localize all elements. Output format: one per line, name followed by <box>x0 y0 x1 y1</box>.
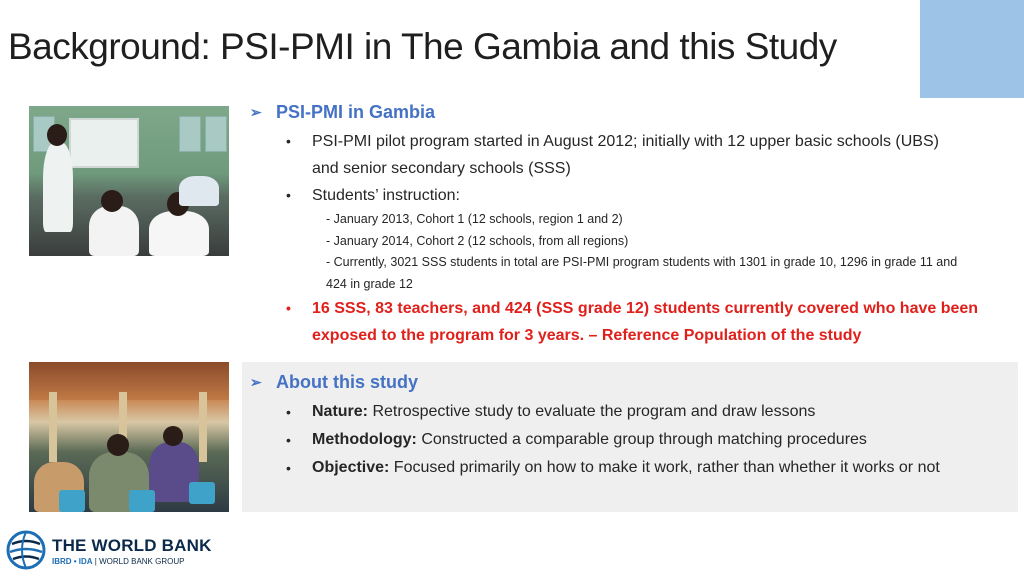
bullet-reference-population <box>250 295 1020 349</box>
photo-head <box>107 434 129 456</box>
photo-student <box>89 206 139 256</box>
bullet-dot-icon: • <box>286 133 291 149</box>
item-text: Constructed a comparable group through matching procedures <box>416 431 867 448</box>
study-section-heading <box>250 370 1020 394</box>
item-text: Focused primarily on how to make it work, rather than whether it works or not <box>389 459 940 476</box>
corner-accent-box <box>920 0 1024 98</box>
bullet-instruction <box>250 182 1020 209</box>
photo-student <box>179 176 219 206</box>
photo-post <box>199 392 207 462</box>
bullet-text: and senior secondary schools (SSS) <box>312 160 571 177</box>
gambia-section <box>250 100 1020 349</box>
study-item-objective <box>250 454 1020 482</box>
photo-post <box>49 392 57 462</box>
world-bank-globe-icon <box>6 530 46 570</box>
bullet-text: PSI-PMI pilot program started in August 2012; initially with 12 upper basic schools (UBS) <box>312 133 939 150</box>
highlight-text: exposed to the program for 3 years. – Reference Population of the study <box>312 327 862 344</box>
slide-title: Background: PSI-PMI in The Gambia and this Study <box>8 26 837 67</box>
highlight-text: 16 SSS, 83 teachers, and 424 (SSS grade 12) students currently covered who have been <box>312 300 979 317</box>
arrow-bullet-icon: ➢ <box>250 103 262 120</box>
photo-teacher <box>43 142 73 232</box>
photo-chair <box>129 490 155 512</box>
photo-window <box>179 116 201 152</box>
item-label: Nature: <box>312 403 369 420</box>
meeting-photo <box>29 362 229 512</box>
photo-chair <box>59 490 85 512</box>
bullet-dot-icon: • <box>286 300 291 316</box>
sub-item: 424 in grade 12 <box>326 276 413 291</box>
sub-item: - January 2013, Cohort 1 (12 schools, region 1 and 2) <box>326 212 623 226</box>
world-bank-logo <box>6 528 212 574</box>
bullet-dot-icon: • <box>286 404 291 420</box>
bullet-dot-icon: • <box>286 432 291 448</box>
study-section <box>250 370 1020 482</box>
photo-window <box>205 116 227 152</box>
arrow-bullet-icon: ➢ <box>250 373 262 390</box>
photo-head <box>163 426 183 446</box>
item-text: Retrospective study to evaluate the program and draw lessons <box>368 403 816 420</box>
photo-student <box>149 211 209 256</box>
photo-head <box>101 190 123 212</box>
logo-name: THE WORLD BANK <box>52 536 212 555</box>
logo-subtitle: IBRD • IDA | WORLD BANK GROUP <box>52 557 185 566</box>
classroom-photo <box>29 106 229 256</box>
photo-whiteboard <box>69 118 139 168</box>
bullet-dot-icon: • <box>286 460 291 476</box>
sub-item: - Currently, 3021 SSS students in total are PSI-PMI program students with 1301 in grade 10, 1296 in grade 11 and <box>326 255 958 269</box>
photo-chair <box>189 482 215 504</box>
logo-ibrd: IBRD • IDA <box>52 557 93 566</box>
bullet-dot-icon: • <box>286 187 291 203</box>
section-heading-text: About this study <box>276 371 418 392</box>
bullet-text: Students’ instruction: <box>312 187 460 204</box>
item-label: Methodology: <box>312 431 417 448</box>
item-label: Objective: <box>312 459 390 476</box>
section-heading-text: PSI-PMI in Gambia <box>276 101 436 122</box>
photo-head <box>47 124 67 146</box>
bullet-pilot <box>250 128 1020 182</box>
logo-group: WORLD BANK GROUP <box>99 557 185 566</box>
gambia-section-heading <box>250 100 1020 124</box>
study-item-methodology <box>250 426 1020 454</box>
sub-item: - January 2014, Cohort 2 (12 schools, from all regions) <box>326 233 629 248</box>
study-item-nature <box>250 398 1020 426</box>
